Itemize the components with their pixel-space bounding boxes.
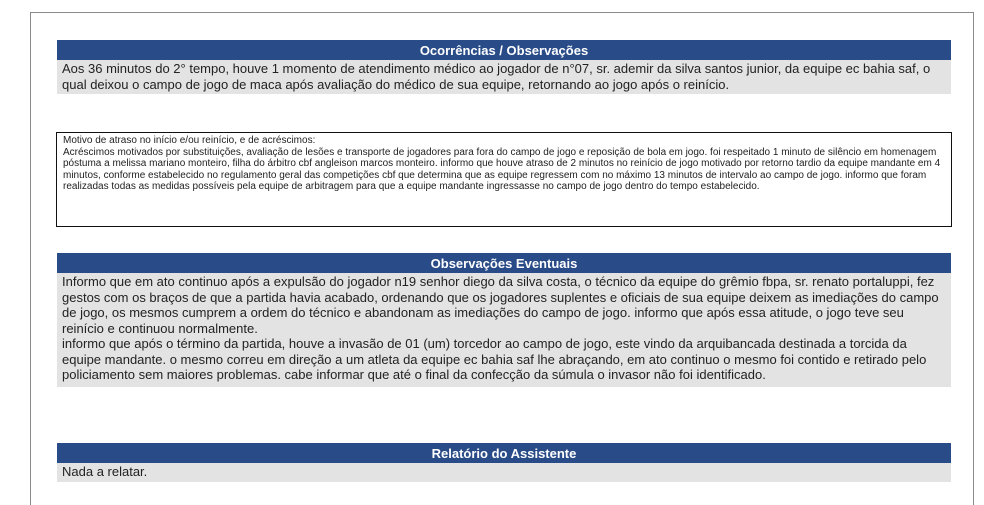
observacoes-eventuais-body (57, 273, 951, 387)
motivo-atraso-text: Acréscimos motivados por substituições, avaliação de lesões e transporte de jogadores para fora do campo de jogo e reposição de bola em jogo. foi respeitado 1 minuto de silêncio em homenagem póstuma a melissa mariano monteiro, filha do árbitro cbf angleison marcos monteiro. informo que houve atraso de 2 minutos no reinício de jogo motivado por retorno tardio da equipe mandante em 4 minutos, conforme estabelecido no regulamento geral das competições cbf que determina que as equipe regressem com no máximo 13 minutos de intervalo ao campo de jogo. informo que foram realizadas todas as medidas possíveis pela equipe de arbitragem para que a equipe mandante ingressasse no campo de jogo dentro do tempo estabelecido. (63, 146, 941, 193)
observacoes-eventuais-paragraph-1: Informo que em ato continuo após a expulsão do jogador n19 senhor diego da silva costa, o técnico da equipe do grêmio fbpa, sr. renato portaluppi, fez gestos com os braços de que a partida havia acabado, ordenando que os jogadores suplentes e oficiais de sua equipe deixem as imediações do campo de jogo, os mesmos cumprem a ordem do técnico e abandonam as imediações do campo de jogo. informo que após essa atitude, o jogo teve seu reinício e continuou normalmente. (62, 274, 939, 336)
observacoes-eventuais-paragraph-2: informo que após o término da partida, houve a invasão de 01 (um) torcedor ao campo de jogo, este vindo da arquibancada destinada a torcida da equipe mandante. o mesmo correu em direção a um atleta da equipe ec bahia saf lhe abraçando, em ato continuo o mesmo foi contido e retirado pelo policiamento sem maiores problemas. cabe informar que até o final da confecção da súmula o invasor não foi identificado. (62, 336, 927, 382)
motivo-atraso-box (56, 132, 952, 227)
ocorrencias-text: Aos 36 minutos do 2° tempo, houve 1 momento de atendimento médico ao jogador de n°07, sr. ademir da silva santos junior, da equipe ec bahia saf, o qual deixou o campo de jogo de maca após avaliação do médico de sua equipe, retornando ao jogo após o reinício. (57, 60, 951, 94)
relatorio-assistente-section (57, 443, 951, 482)
ocorrencias-section (57, 40, 951, 94)
relatorio-assistente-header: Relatório do Assistente (57, 443, 951, 463)
ocorrencias-header: Ocorrências / Observações (57, 40, 951, 60)
observacoes-eventuais-header: Observações Eventuais (57, 253, 951, 273)
document-page (30, 12, 974, 505)
motivo-atraso-label: Motivo de atraso no início e/ou reinício, e de acréscimos: (63, 135, 316, 146)
relatorio-assistente-text: Nada a relatar. (57, 463, 951, 482)
observacoes-eventuais-section (57, 253, 951, 387)
